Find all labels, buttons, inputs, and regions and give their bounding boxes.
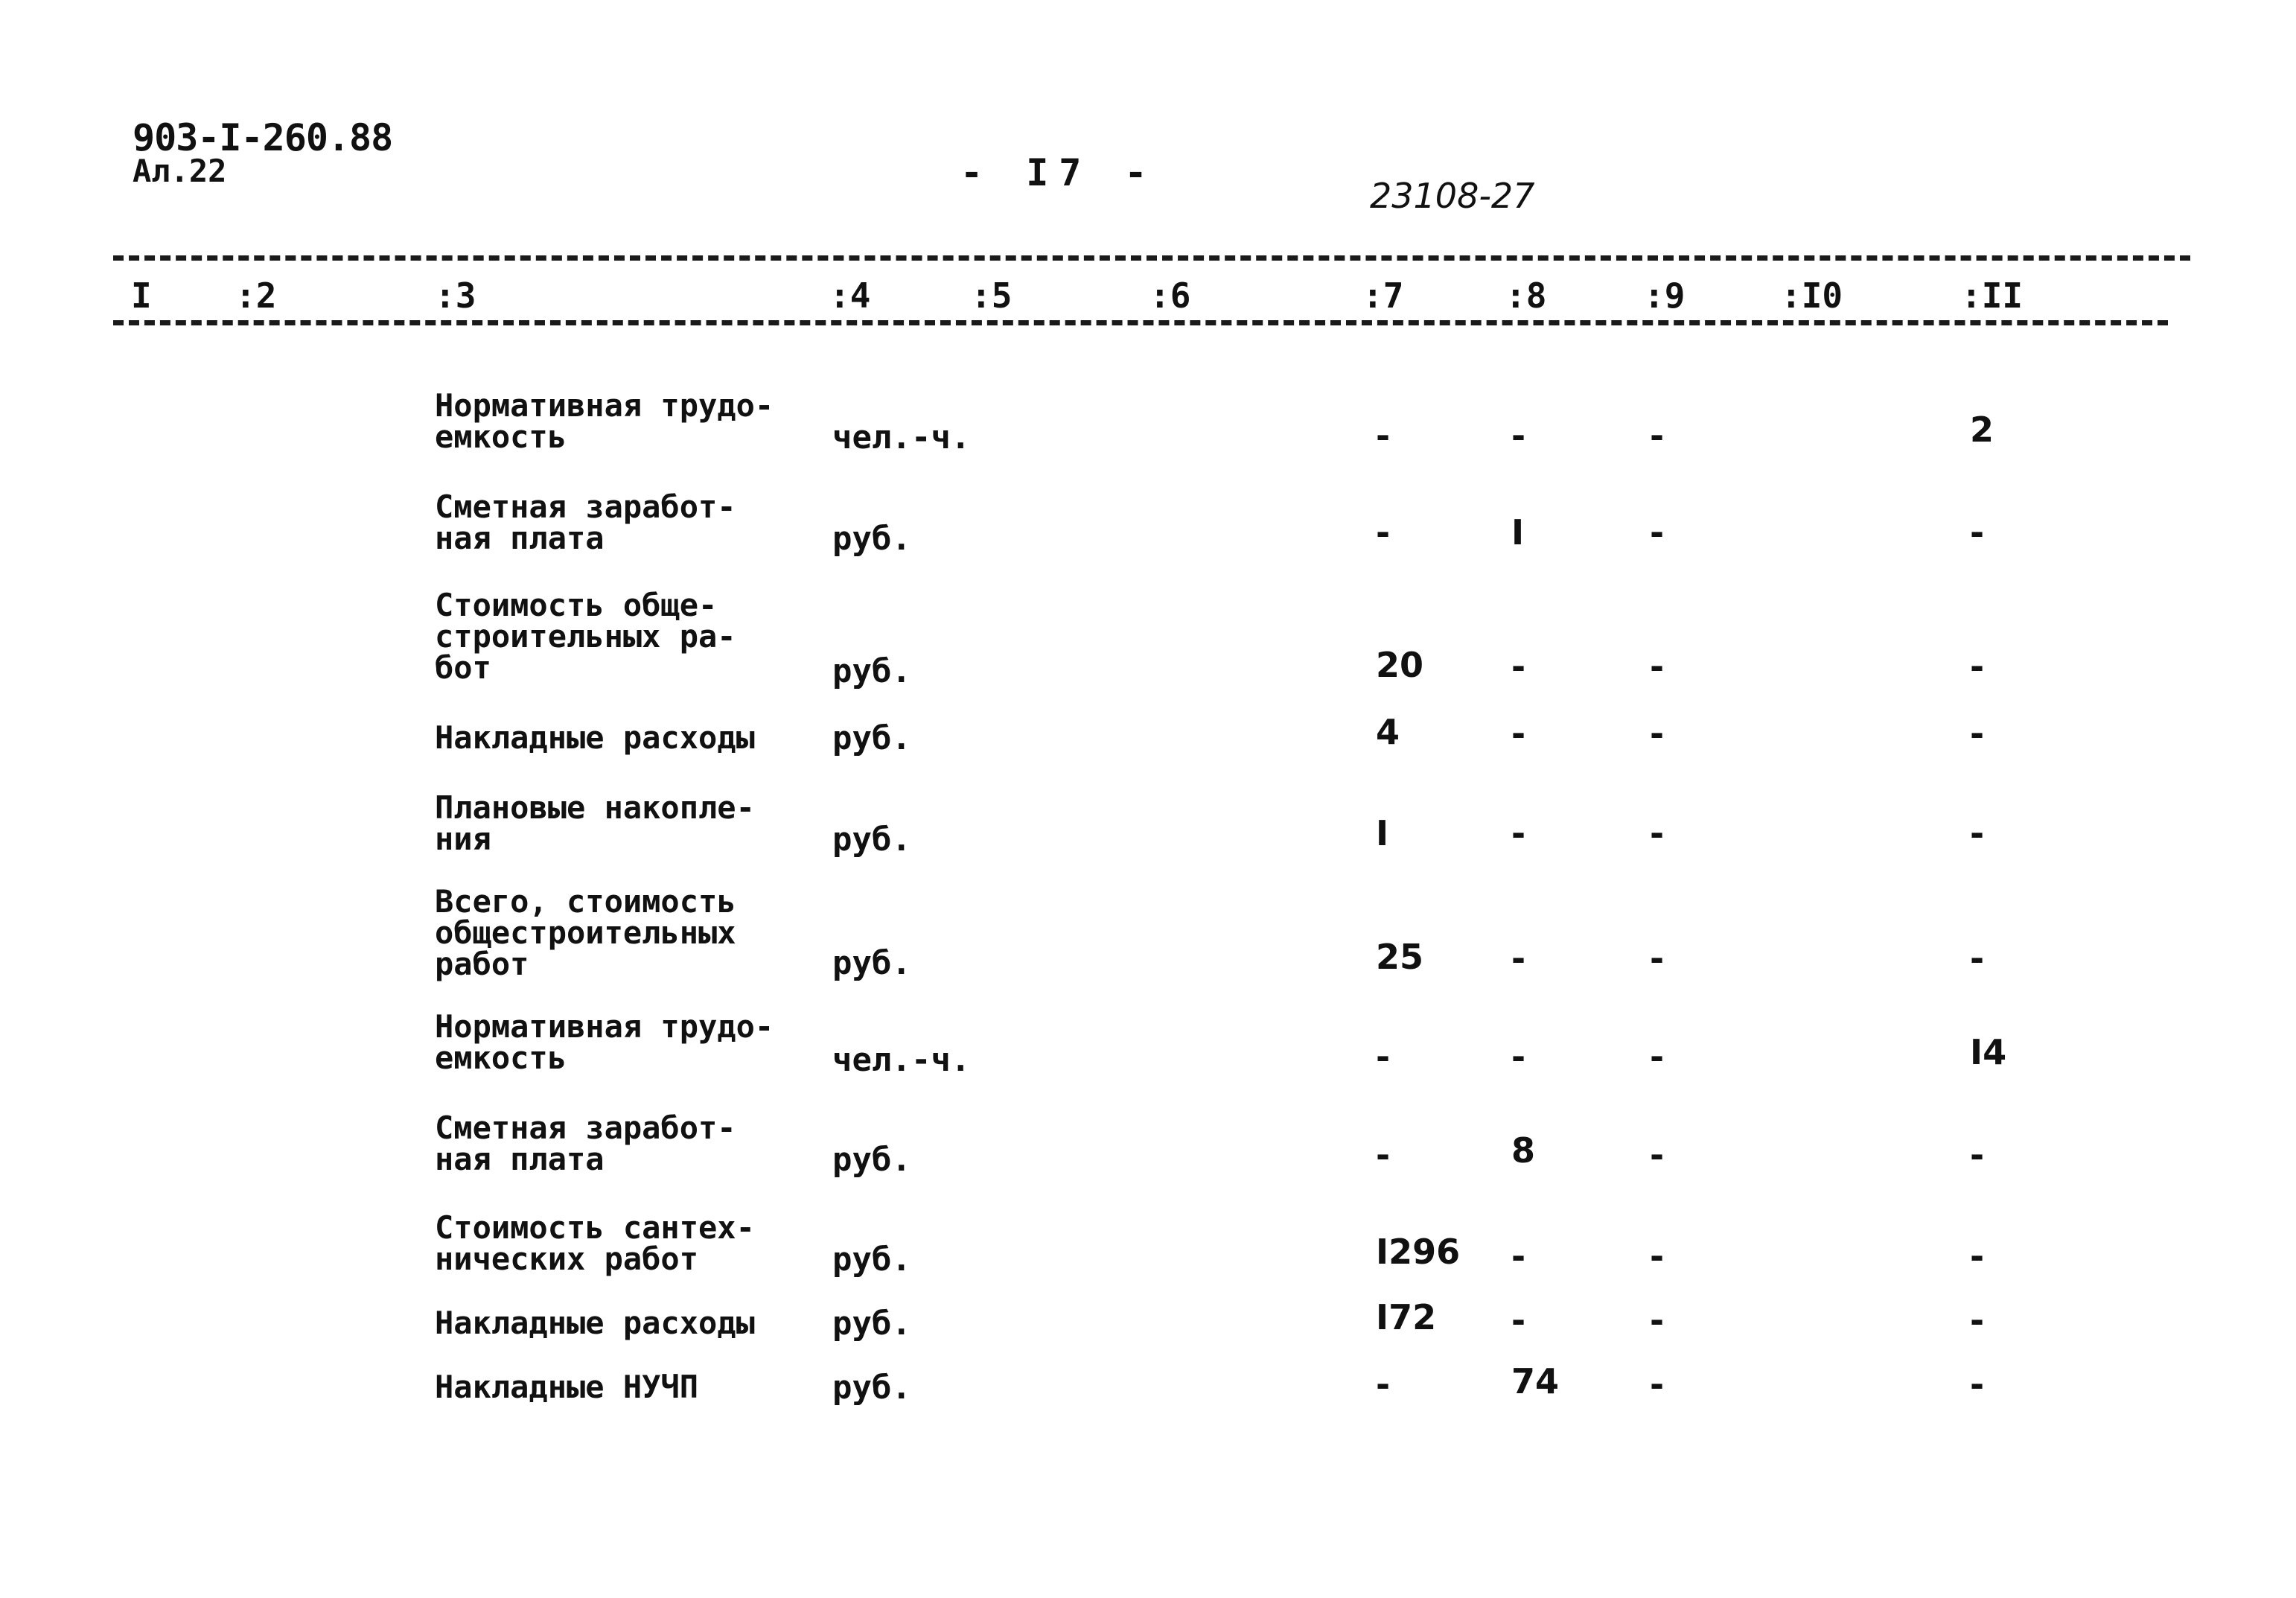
page-number: - I7 - [960,151,1158,194]
cell-col11: - [1970,813,1985,853]
cell-col9: - [1650,813,1665,853]
row-unit: руб. [832,719,911,757]
cell-col8: - [1511,1236,1526,1276]
cell-col7: - [1376,1364,1391,1404]
row-label: Нормативная трудо- емкость [435,1008,774,1076]
cell-col7: - [1376,1135,1391,1175]
row-unit: чел.-ч. [832,418,971,456]
row-label: Сметная заработ- ная плата [435,488,736,556]
column-header-5: :5 [968,277,1015,314]
cell-col11: - [1970,1300,1985,1340]
row-unit: руб. [832,1141,911,1179]
column-header-3: :3 [432,277,479,314]
column-header-6: :6 [1147,277,1193,314]
cell-col8: 74 [1511,1361,1560,1401]
row-label: Плановые накопле- ния [435,789,755,857]
row-unit: руб. [832,652,911,690]
row-unit: руб. [832,520,911,558]
cell-col8: - [1511,646,1526,687]
column-header-8: :8 [1502,277,1549,314]
column-header-9: :9 [1641,277,1688,314]
cell-col7: - [1376,512,1391,553]
cell-col9: - [1650,1236,1665,1276]
cell-col7: - [1376,416,1391,456]
cell-col9: - [1650,1364,1665,1404]
cell-col8: 8 [1511,1130,1536,1171]
cell-col9: - [1650,1300,1665,1340]
inventory-number: 23108-27 [1370,176,1535,216]
row-label: Стоимость обще- строительных ра- бот [435,587,736,686]
header-rule-bottom [113,320,2168,325]
column-header-1: I [128,277,155,314]
cell-col11: - [1970,1135,1985,1175]
sheet-label: Ал.22 [133,153,227,189]
cell-col9: - [1650,646,1665,687]
cell-col8: - [1511,1037,1526,1077]
cell-col9: - [1650,1135,1665,1175]
cell-col8: - [1511,1300,1526,1340]
document-code: 903-I-260.88 [133,116,393,159]
cell-col11: 2 [1970,410,1994,450]
cell-col9: - [1650,416,1665,456]
cell-col9: - [1650,713,1665,754]
row-unit: руб. [832,1369,911,1407]
cell-col11: - [1970,1364,1985,1404]
row-label: Нормативная трудо- емкость [435,387,774,455]
cell-col8: - [1511,416,1526,456]
cell-col11: - [1970,1236,1985,1276]
cell-col9: - [1650,938,1665,978]
row-label: Сметная заработ- ная плата [435,1110,736,1177]
cell-col11: I4 [1970,1032,2007,1072]
cell-col11: - [1970,713,1985,754]
cell-col11: - [1970,646,1985,687]
cell-col7: 25 [1376,937,1424,977]
cell-col11: - [1970,938,1985,978]
row-label: Накладные НУЧП [435,1369,699,1405]
cell-col7: 20 [1376,645,1424,685]
column-header-4: :4 [826,277,873,314]
cell-col8: - [1511,813,1526,853]
row-unit: чел.-ч. [832,1041,971,1079]
cell-col9: - [1650,512,1665,553]
cell-col11: - [1970,512,1985,553]
column-header-2: :2 [232,277,279,314]
cell-col9: - [1650,1037,1665,1077]
column-header-11: :II [1958,277,2026,314]
cell-col7: 4 [1376,712,1400,752]
row-unit: руб. [832,1241,911,1279]
cell-col8: - [1511,713,1526,754]
cell-col8: I [1511,512,1525,553]
header-rule-top [113,255,2190,261]
column-header-7: :7 [1359,277,1406,314]
cell-col7: I72 [1376,1297,1437,1337]
row-label: Накладные расходы [435,719,755,756]
row-label: Стоимость сантех- нических работ [435,1209,755,1277]
cell-col7: I296 [1376,1232,1461,1272]
cell-col8: - [1511,938,1526,978]
row-unit: руб. [832,1305,911,1343]
row-label: Всего, стоимость общестроительных работ [435,883,736,982]
row-unit: руб. [832,944,911,982]
row-label: Накладные расходы [435,1305,755,1341]
cell-col7: - [1376,1037,1391,1077]
row-unit: руб. [832,821,911,859]
cell-col7: I [1376,813,1389,853]
column-header-10: :I0 [1778,277,1846,314]
